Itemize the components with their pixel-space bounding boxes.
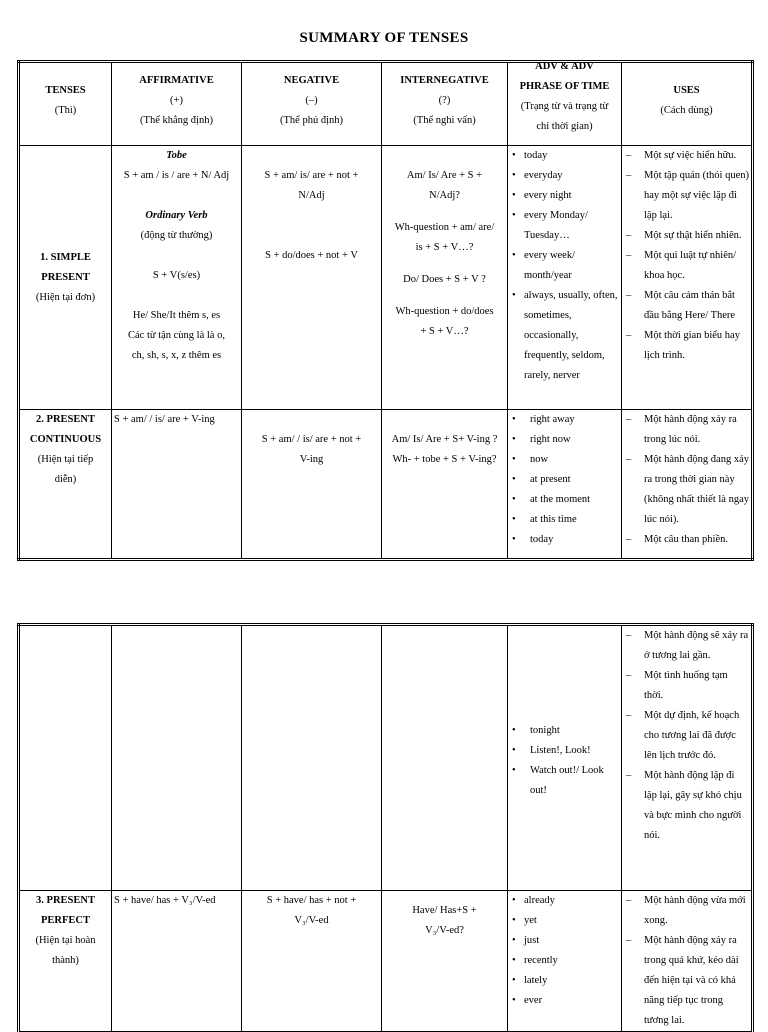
present-continuous-name: 2. PRESENT CONTINUOUS (Hiện tại tiếp diễn) <box>19 410 112 560</box>
header-row <box>19 62 753 146</box>
present-continuous-adverbs <box>508 410 622 560</box>
adverb-item: • yet <box>512 911 619 931</box>
present-continuous-uses-cont <box>622 625 753 891</box>
present-perfect-adverbs <box>508 891 622 1032</box>
present-perfect-interrogative: Have/ Has+S + V₃/V-ed? <box>382 891 508 1032</box>
use-item: – Một hành động vừa mới xong. <box>624 891 749 931</box>
use-item: – Một dự định, kế hoạch cho tương lai đã được lên lịch trước đó. <box>624 706 749 766</box>
header-negative: NEGATIVE (–) (Thể phủ định) <box>242 62 382 146</box>
use-item: – Một tập quán (thói quen) hay một sự việc lặp đi lặp lại. <box>624 166 749 226</box>
adverb-item: • just <box>512 931 619 951</box>
adverb-item: • at this time <box>512 510 619 530</box>
simple-present-name: 1. SIMPLE PRESENT (Hiện tại đơn) <box>19 146 112 410</box>
empty-cell <box>242 625 382 891</box>
present-perfect-negative: S + have/ has + not + V₃/V-ed <box>242 891 382 1032</box>
adverb-item: • already <box>512 891 619 911</box>
adverb-item: • every Monday/ Tuesday… <box>512 206 619 246</box>
use-item: – Một thời gian biểu hay lịch trình. <box>624 326 749 366</box>
simple-present-interrogative: Am/ Is/ Are + S + N/Adj? Wh-question + am/ are/ is + S + V…? Do/ Does + S + V ? Wh-question + do/does + S + V…? <box>382 146 508 410</box>
adverb-item: • lately <box>512 971 619 991</box>
use-item: – Một qui luật tự nhiên/ khoa học. <box>624 246 749 286</box>
adverb-item: • right away <box>512 410 619 430</box>
header-uses: USES (Cách dùng) <box>622 62 753 146</box>
simple-present-negative: S + am/ is/ are + not + N/Adj S + do/does + not + V <box>242 146 382 410</box>
use-item: – Một câu cảm thán bắt đầu bằng Here/ There <box>624 286 749 326</box>
use-item: – Một hành động xảy ra trong lúc nói. <box>624 410 749 450</box>
present-perfect-name: 3. PRESENT PERFECT (Hiện tại hoàn thành) <box>19 891 112 1032</box>
adverb-item: • Listen!, Look! <box>512 741 619 761</box>
adverb-item: • now <box>512 450 619 470</box>
adverb-item: • tonight <box>512 721 619 741</box>
adverb-item: • always, usually, often, sometimes, occasionally, frequently, seldom, rarely, nerver <box>512 286 619 386</box>
header-adverbs: ADV & ADV PHRASE OF TIME (Trạng từ và trạng từ chỉ thời gian) <box>508 62 622 146</box>
header-affirmative: AFFIRMATIVE (+) (Thể khẳng định) <box>112 62 242 146</box>
row-present-continuous <box>19 410 753 560</box>
empty-cell <box>112 625 242 891</box>
use-item: – Một hành động lặp đi lặp lại, gây sự khó chịu và bực mình cho người nói. <box>624 766 749 846</box>
use-item: – Một hành động xảy ra trong quá khứ, kéo dài đến hiện tại và có khả năng tiếp tục trong tương lai. <box>624 931 749 1031</box>
simple-present-affirmative: Tobe S + am / is / are + N/ Adj Ordinary Verb (động từ thường) S + V(s/es) He/ She/It thêm s, es Các từ tận cùng là là o, ch, sh, s, x, z thêm es <box>112 146 242 410</box>
adverb-item: • every week/ month/year <box>512 246 619 286</box>
empty-cell <box>382 625 508 891</box>
row-present-continuous-continued <box>19 625 753 891</box>
present-perfect-uses <box>622 891 753 1032</box>
adverb-item: • everyday <box>512 166 619 186</box>
adverb-item: • every night <box>512 186 619 206</box>
row-present-perfect <box>19 891 753 1032</box>
empty-cell <box>19 625 112 891</box>
row-simple-present <box>19 146 753 410</box>
header-interrogative: INTERNEGATIVE (?) (Thể nghi vấn) <box>382 62 508 146</box>
adverb-item: • today <box>512 530 619 550</box>
adverb-item: • today <box>512 146 619 166</box>
present-continuous-adverbs-cont <box>508 625 622 891</box>
adverb-item: • at the moment <box>512 490 619 510</box>
present-continuous-negative: S + am/ / is/ are + not + V-ing <box>242 410 382 560</box>
tenses-table-part-1 <box>17 60 754 561</box>
use-item: – Một sự thật hiển nhiên. <box>624 226 749 246</box>
simple-present-uses <box>622 146 753 410</box>
adverb-item: • Watch out!/ Look out! <box>512 761 619 801</box>
adverb-item: • at present <box>512 470 619 490</box>
present-continuous-interrogative: Am/ Is/ Are + S+ V-ing ? Wh- + tobe + S + V-ing? <box>382 410 508 560</box>
present-continuous-uses <box>622 410 753 560</box>
page-title: SUMMARY OF TENSES <box>299 30 469 46</box>
use-item: – Một câu than phiền. <box>624 530 749 550</box>
tenses-table-part-2 <box>17 623 754 1032</box>
use-item: – Một sự việc hiển hữu. <box>624 146 749 166</box>
adverb-item: • ever <box>512 991 619 1011</box>
use-item: – Một hành động đang xảy ra trong thời gian này (không nhất thiết là ngay lúc nói). <box>624 450 749 530</box>
present-perfect-affirmative: S + have/ has + V₃/V-ed <box>112 891 242 1032</box>
use-item: – Một hành động sẽ xảy ra ở tương lai gần. <box>624 626 749 666</box>
adverb-item: • right now <box>512 430 619 450</box>
adverb-item: • recently <box>512 951 619 971</box>
present-continuous-affirmative: S + am/ / is/ are + V-ing <box>112 410 242 560</box>
use-item: – Một tình huống tạm thời. <box>624 666 749 706</box>
simple-present-adverbs <box>508 146 622 410</box>
header-tenses: TENSES (Thì) <box>19 62 112 146</box>
